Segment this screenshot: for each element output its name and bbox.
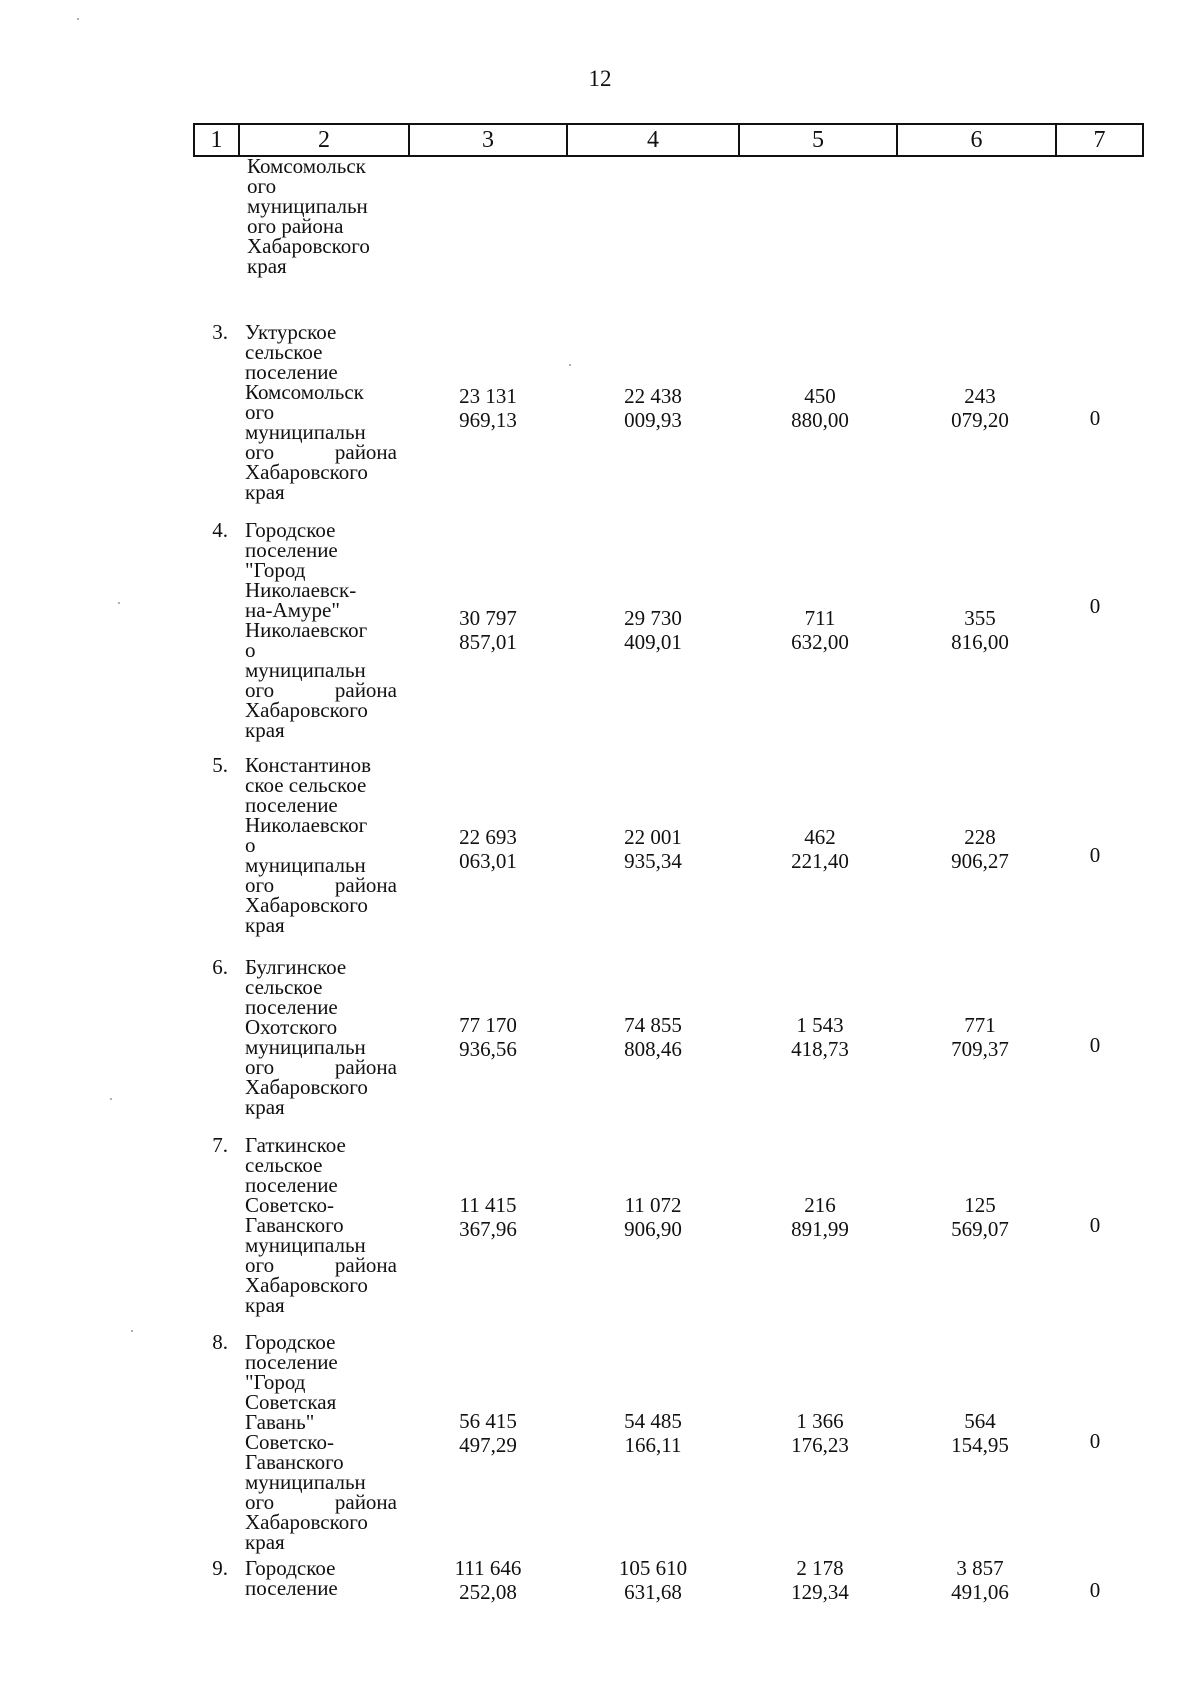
name-word: района [334, 1253, 397, 1277]
name-line: поселение [245, 995, 338, 1019]
name-line: края [245, 1095, 285, 1119]
amount-cell-c3 [413, 1409, 563, 1457]
name-line: Хабаровского [247, 234, 370, 258]
amount-line: 22 438 [624, 384, 682, 408]
name-line: Хабаровского [245, 1273, 368, 1297]
amount-cell-c6 [905, 1193, 1055, 1241]
page-number: 12 [588, 66, 612, 91]
scan-speck [110, 1098, 112, 1100]
name-line: Николаевског [245, 618, 368, 642]
name-line: муниципальн [247, 194, 368, 218]
amount-cell-c6 [905, 606, 1055, 654]
amount-line: 906,27 [951, 849, 1009, 873]
amount-line: 216 [804, 1193, 836, 1217]
column-header-row [194, 124, 1143, 156]
column-header-table [193, 123, 1144, 157]
name-line: Городское [245, 1330, 336, 1354]
name-word: района [334, 440, 397, 464]
name-line: сельское [245, 1153, 323, 1177]
name-line: Городское [245, 1556, 336, 1580]
name-line: Гавань" [245, 1410, 315, 1434]
name-line: Хабаровского [245, 893, 368, 917]
amount-cell-c6 [905, 825, 1055, 873]
amount-line: 906,90 [624, 1217, 682, 1241]
amount-cell-c3 [413, 825, 563, 873]
name-word: района [334, 1490, 397, 1514]
settlement-name-cell [245, 957, 397, 1117]
name-line: Охотского [245, 1015, 338, 1039]
amount-cell-c4 [578, 384, 728, 432]
amount-line: 243 [964, 384, 996, 408]
amount-cell-c7: 0 [1089, 1429, 1101, 1453]
amount-cell-c3 [413, 1193, 563, 1241]
name-word: района [334, 678, 397, 702]
amount-cell-c3 [413, 1013, 563, 1061]
amount-line: 11 415 [459, 1193, 517, 1217]
name-line [245, 1255, 397, 1275]
scan-speck [118, 602, 120, 604]
amount-cell-c4 [578, 606, 728, 654]
name-line [245, 1057, 397, 1077]
column-header-5: 5 [739, 124, 897, 156]
amount-cell-c7: 0 [1089, 406, 1101, 430]
amount-line: 252,08 [459, 1580, 517, 1604]
settlement-name-cell [245, 1332, 397, 1552]
amount-line: 56 415 [459, 1409, 517, 1433]
row-number: 4. [212, 518, 228, 542]
row-number: 6. [212, 955, 228, 979]
column-header-2: 2 [239, 124, 409, 156]
amount-cell-c6 [905, 384, 1055, 432]
name-word: района [334, 873, 397, 897]
settlement-name-cell [245, 755, 397, 935]
name-line: Хабаровского [245, 460, 368, 484]
row-number: 5. [212, 753, 228, 777]
amount-line: 54 485 [624, 1409, 682, 1433]
name-line: муниципальн [245, 1470, 366, 1494]
name-line: муниципальн [245, 420, 366, 444]
amount-line: 355 [964, 606, 996, 630]
amount-line: 1 543 [796, 1013, 844, 1037]
name-line: Уктурское [245, 320, 337, 344]
column-header-7: 7 [1056, 124, 1143, 156]
name-line: ого [245, 400, 275, 424]
amount-line: 771 [964, 1013, 996, 1037]
amount-line: 880,00 [791, 408, 849, 432]
scan-speck [569, 364, 571, 366]
amount-line: 808,46 [624, 1037, 682, 1061]
name-line: муниципальн [245, 658, 366, 682]
amount-cell-c7: 0 [1089, 1578, 1101, 1602]
amount-line: 462 [804, 825, 836, 849]
column-header-1: 1 [194, 124, 239, 156]
name-line [245, 1492, 397, 1512]
amount-line: 2 178 [796, 1556, 844, 1580]
amount-line: 30 797 [459, 606, 517, 630]
amount-line: 418,73 [791, 1037, 849, 1061]
name-line: края [245, 718, 285, 742]
amount-line: 709,37 [951, 1037, 1009, 1061]
amount-line: 125 [964, 1193, 996, 1217]
scan-speck [131, 1330, 133, 1332]
amount-line: 3 857 [956, 1556, 1004, 1580]
amount-line: 367,96 [459, 1217, 517, 1241]
name-line: поселение [245, 1576, 338, 1600]
name-line [245, 442, 397, 462]
amount-cell-c7: 0 [1089, 1213, 1101, 1237]
name-line: муниципальн [245, 853, 366, 877]
amount-cell-c5 [745, 1013, 895, 1061]
amount-cell-c7: 0 [1089, 1033, 1101, 1057]
amount-line: 857,01 [459, 630, 517, 654]
name-line: поселение [245, 360, 338, 384]
amount-line: 891,99 [791, 1217, 849, 1241]
amount-line: 409,01 [624, 630, 682, 654]
name-line: Константинов [245, 753, 372, 777]
name-line: на-Амуре" [245, 598, 340, 622]
name-line: поселение [245, 1173, 338, 1197]
amount-line: 009,93 [624, 408, 682, 432]
name-line: края [245, 480, 285, 504]
amount-line: 632,00 [791, 630, 849, 654]
row-number: 8. [212, 1330, 228, 1354]
name-line: муниципальн [245, 1035, 366, 1059]
settlement-name-cell [245, 322, 397, 502]
amount-cell-c5 [745, 1409, 895, 1457]
amount-cell-c4 [578, 1556, 728, 1604]
name-line: Хабаровского [245, 698, 368, 722]
amount-cell-c5 [745, 384, 895, 432]
amount-line: 176,23 [791, 1433, 849, 1457]
row-number: 7. [212, 1133, 228, 1157]
name-line: Советская [245, 1390, 337, 1414]
name-line: Гаванского [245, 1213, 344, 1237]
amount-line: 816,00 [951, 630, 1009, 654]
amount-line: 228 [964, 825, 996, 849]
name-line: муниципальн [245, 1233, 366, 1257]
amount-line: 105 610 [618, 1556, 688, 1580]
name-line: Николаевског [245, 813, 368, 837]
name-line: Гаткинское [245, 1133, 346, 1157]
name-line: Хабаровского [245, 1075, 368, 1099]
amount-line: 11 072 [624, 1193, 682, 1217]
amount-cell-c7: 0 [1089, 843, 1101, 867]
name-line: поселение [245, 793, 338, 817]
settlement-name-cell [245, 1135, 397, 1315]
amount-line: 166,11 [624, 1433, 682, 1457]
name-line: Хабаровского [245, 1510, 368, 1534]
name-word: ого [245, 1253, 275, 1277]
amount-line: 23 131 [459, 384, 517, 408]
name-word: ого [245, 873, 275, 897]
amount-cell-c3 [413, 1556, 563, 1604]
name-line: Николаевск- [245, 578, 357, 602]
amount-line: 631,68 [624, 1580, 682, 1604]
amount-cell-c5 [745, 606, 895, 654]
name-line: поселение [245, 538, 338, 562]
amount-line: 129,34 [791, 1580, 849, 1604]
name-line: о [245, 833, 256, 857]
amount-cell-c3 [413, 384, 563, 432]
amount-line: 22 001 [624, 825, 682, 849]
name-line [245, 875, 397, 895]
amount-line: 111 646 [454, 1556, 522, 1580]
name-line: Комсомольск [247, 154, 366, 178]
amount-cell-c4 [578, 1193, 728, 1241]
amount-line: 564 [964, 1409, 996, 1433]
amount-line: 079,20 [951, 408, 1009, 432]
column-header-6: 6 [897, 124, 1056, 156]
name-line: края [245, 913, 285, 937]
amount-line: 450 [804, 384, 836, 408]
amount-line: 1 366 [796, 1409, 844, 1433]
amount-line: 569,07 [951, 1217, 1009, 1241]
amount-cell-c4 [578, 825, 728, 873]
amount-line: 497,29 [459, 1433, 517, 1457]
name-line: края [245, 1293, 285, 1317]
name-line: края [247, 254, 287, 278]
amount-line: 74 855 [624, 1013, 682, 1037]
name-word: ого [245, 678, 275, 702]
settlement-name-cell [245, 1558, 397, 1598]
column-header-3: 3 [409, 124, 567, 156]
amount-cell-c4 [578, 1013, 728, 1061]
amount-cell-c6 [905, 1013, 1055, 1061]
amount-cell-c4 [578, 1409, 728, 1457]
amount-cell-c5 [745, 1193, 895, 1241]
name-word: района [334, 1055, 397, 1079]
row-number: 9. [212, 1556, 228, 1580]
name-line: сельское [245, 340, 323, 364]
amount-line: 491,06 [951, 1580, 1009, 1604]
amount-cell-c6 [905, 1556, 1055, 1604]
amount-line: 77 170 [459, 1013, 517, 1037]
name-word: ого [245, 1490, 275, 1514]
name-line: Советско- [245, 1430, 335, 1454]
continued-name-cell [247, 156, 397, 276]
amount-cell-c5 [745, 1556, 895, 1604]
amount-line: 221,40 [791, 849, 849, 873]
name-line: о [245, 638, 256, 662]
amount-line: 29 730 [624, 606, 682, 630]
name-line: поселение [245, 1350, 338, 1374]
name-line: сельское [245, 975, 323, 999]
name-line: Комсомольск [245, 380, 364, 404]
name-line [245, 680, 397, 700]
name-word: ого [245, 1055, 275, 1079]
settlement-name-cell [245, 520, 397, 740]
name-line: Городское [245, 518, 336, 542]
name-line: края [245, 1530, 285, 1554]
name-line: Гаванского [245, 1450, 344, 1474]
amount-line: 154,95 [951, 1433, 1009, 1457]
name-line: ого [247, 174, 277, 198]
amount-cell-c3 [413, 606, 563, 654]
amount-line: 936,56 [459, 1037, 517, 1061]
name-line: ого района [247, 214, 344, 238]
scan-speck [77, 18, 79, 20]
name-line: "Город [245, 558, 306, 582]
amount-cell-c5 [745, 825, 895, 873]
column-header-4: 4 [567, 124, 739, 156]
name-line: "Город [245, 1370, 306, 1394]
amount-cell-c7: 0 [1089, 594, 1101, 618]
amount-line: 063,01 [459, 849, 517, 873]
amount-line: 711 [804, 606, 836, 630]
name-line: Советско- [245, 1193, 335, 1217]
amount-line: 22 693 [459, 825, 517, 849]
name-line: Булгинское [245, 955, 347, 979]
amount-line: 935,34 [624, 849, 682, 873]
name-line: ское сельское [245, 773, 367, 797]
amount-line: 969,13 [459, 408, 517, 432]
name-word: ого [245, 440, 275, 464]
amount-cell-c6 [905, 1409, 1055, 1457]
row-number: 3. [212, 320, 228, 344]
